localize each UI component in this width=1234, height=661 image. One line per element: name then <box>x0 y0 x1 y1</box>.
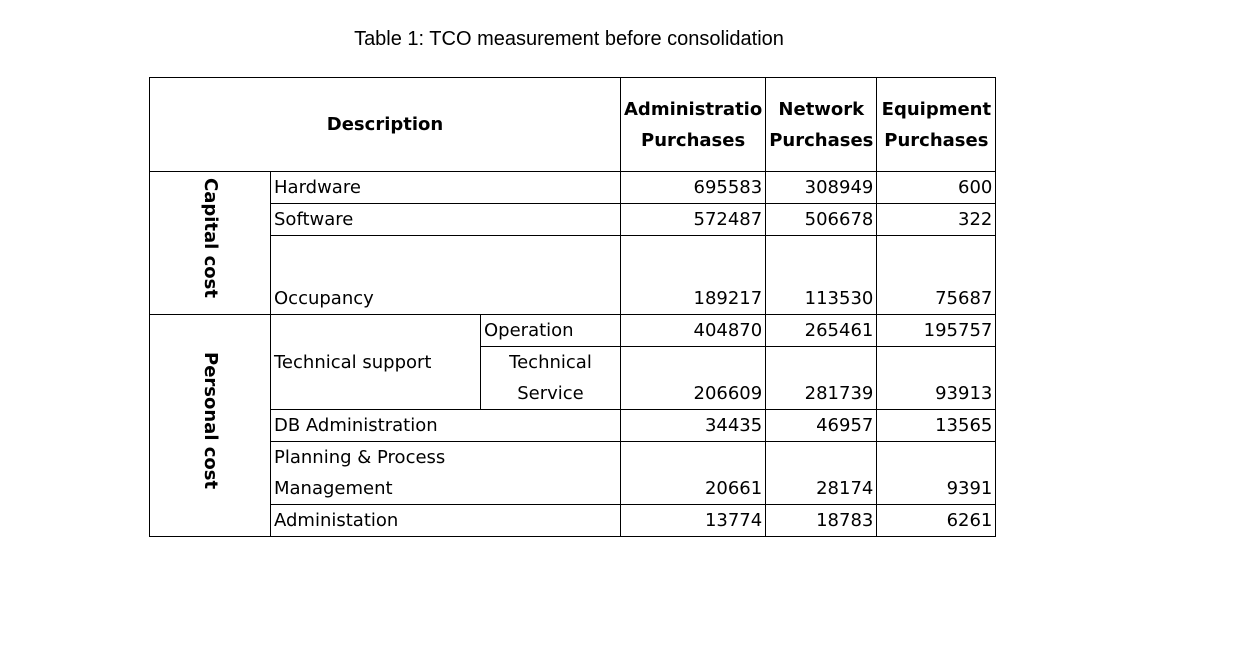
db-administration-admin-value: 34435 <box>621 410 766 442</box>
technical-support-label: Technical support <box>271 315 481 410</box>
admin-purchases-header-line1: Administratio <box>624 98 763 120</box>
occupancy-label: Occupancy <box>271 236 621 315</box>
network-purchases-header-line1: Network <box>778 98 865 120</box>
administation-admin-value: 13774 <box>621 505 766 537</box>
table-row <box>150 204 996 236</box>
technical-service-network-value: 281739 <box>766 347 877 410</box>
software-label: Software <box>271 204 621 236</box>
technical-service-label-line1: Technical <box>509 352 592 373</box>
hardware-admin-value: 695583 <box>621 172 766 204</box>
personal-cost-label: Personal cost <box>200 351 221 490</box>
db-administration-label: DB Administration <box>271 410 621 442</box>
table-row <box>150 236 996 315</box>
header-row <box>150 78 996 172</box>
capital-cost-group <box>150 172 271 315</box>
table-row <box>150 505 996 537</box>
hardware-equipment-value: 600 <box>877 172 996 204</box>
software-admin-value: 572487 <box>621 204 766 236</box>
table-row <box>150 410 996 442</box>
db-administration-network-value: 46957 <box>766 410 877 442</box>
technical-service-label-line2: Service <box>517 383 584 404</box>
hardware-network-value: 308949 <box>766 172 877 204</box>
planning-label-line1: Planning & Process <box>274 447 446 468</box>
network-purchases-header <box>766 78 877 172</box>
planning-network-value: 28174 <box>766 442 877 505</box>
table-row <box>150 442 996 505</box>
occupancy-admin-value: 189217 <box>621 236 766 315</box>
equipment-purchases-header-line1: Equipment <box>881 98 992 120</box>
administation-equipment-value: 6261 <box>877 505 996 537</box>
technical-service-admin-value: 206609 <box>621 347 766 410</box>
db-administration-equipment-value: 13565 <box>877 410 996 442</box>
description-header: Description <box>150 78 621 172</box>
table-caption: Table 1: TCO measurement before consolidation <box>354 28 784 50</box>
operation-label: Operation <box>481 315 621 347</box>
equipment-purchases-header-line2: Purchases <box>884 129 989 151</box>
table-row <box>150 315 996 347</box>
technical-service-label <box>481 347 621 410</box>
software-network-value: 506678 <box>766 204 877 236</box>
planning-label-line2: Management <box>274 478 393 499</box>
table-row <box>150 172 996 204</box>
hardware-label: Hardware <box>271 172 621 204</box>
tco-table <box>149 77 996 537</box>
operation-admin-value: 404870 <box>621 315 766 347</box>
admin-purchases-header <box>621 78 766 172</box>
administation-network-value: 18783 <box>766 505 877 537</box>
operation-network-value: 265461 <box>766 315 877 347</box>
operation-equipment-value: 195757 <box>877 315 996 347</box>
network-purchases-header-line2: Purchases <box>769 129 874 151</box>
technical-service-equipment-value: 93913 <box>877 347 996 410</box>
occupancy-equipment-value: 75687 <box>877 236 996 315</box>
occupancy-network-value: 113530 <box>766 236 877 315</box>
admin-purchases-header-line2: Purchases <box>641 129 746 151</box>
personal-cost-group <box>150 315 271 537</box>
planning-admin-value: 20661 <box>621 442 766 505</box>
software-equipment-value: 322 <box>877 204 996 236</box>
capital-cost-label: Capital cost <box>200 178 221 298</box>
planning-label <box>271 442 621 505</box>
equipment-purchases-header <box>877 78 996 172</box>
administation-label: Administation <box>271 505 621 537</box>
planning-equipment-value: 9391 <box>877 442 996 505</box>
